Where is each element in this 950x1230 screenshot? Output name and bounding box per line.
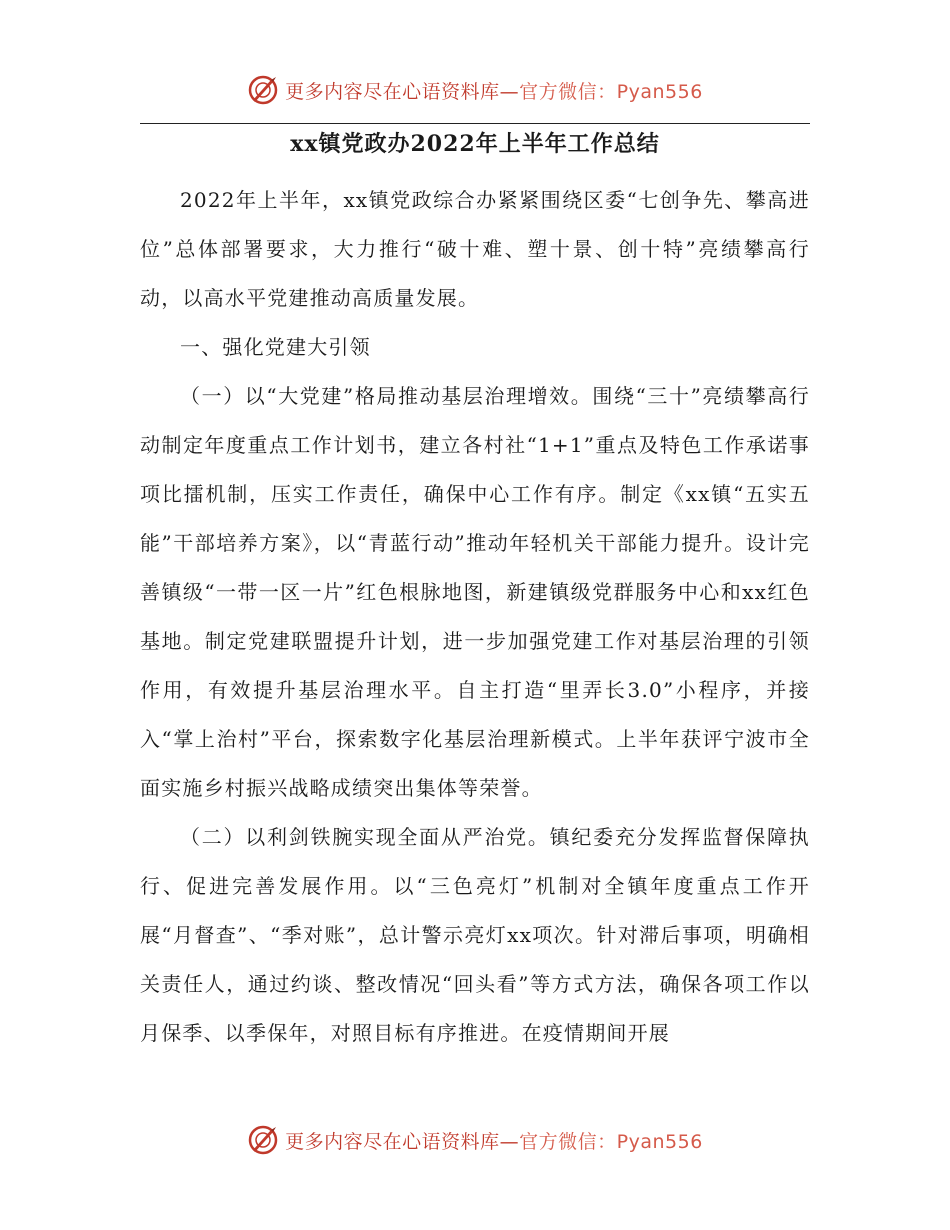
section-heading-1: 一、强化党建大引领 [180, 335, 371, 359]
header-divider [140, 123, 810, 124]
footer-watermark-banner [0, 1120, 950, 1160]
paragraph-section-1-1: （一）以“大党建”格局推动基层治理增效。围绕“三十”亮绩攀高行动制定年度重点工作计划书，建立各村社“1+1”重点及特色工作承诺事项比擂机制，压实工作责任，确保中心工作有序。制定《xx镇“五实五能”干部培养方案》，以“青蓝行动”推动年轻机关干部能力提升。设计完善镇级“一带一区一片”红色根脉地图，新建镇级党群服务中心和xx红色基地。制定党建联盟提升计划，进一步加强党建工作对基层治理的引领作用，有效提升基层治理水平。自主打造“里弄长3.0”小程序，并接入“掌上治村”平台，探索数字化基层治理新模式。上半年获评宁波市全面实施乡村振兴战略成绩突出集体等荣誉。 [140, 384, 810, 800]
paragraph-intro: 2022年上半年，xx镇党政综合办紧紧围绕区委“七创争先、攀高进位”总体部署要求，大力推行“破十难、塑十景、创十特”亮绩攀高行动，以高水平党建推动高质量发展。 [140, 188, 810, 310]
footer-watermark-text: 更多内容尽在心语资料库—官方微信：Pyan556 [285, 1130, 703, 1153]
document-title: xx镇党政办2022年上半年工作总结 [290, 131, 660, 157]
header-watermark-text: 更多内容尽在心语资料库—官方微信：Pyan556 [285, 80, 703, 103]
document-body [140, 176, 810, 1058]
quill-logo-icon [247, 1124, 279, 1156]
paragraph-section-1-2: （二）以利剑铁腕实现全面从严治党。镇纪委充分发挥监督保障执行、促进完善发展作用。以“三色亮灯”机制对全镇年度重点工作开展“月督查”、“季对账”，总计警示亮灯xx项次。针对滞后事项，明确相关责任人，通过约谈、整改情况“回头看”等方式方法，确保各项工作以月保季、以季保年，对照目标有序推进。在疫情期间开展 [140, 825, 810, 1045]
quill-logo-icon [247, 74, 279, 106]
header-watermark-banner [0, 70, 950, 110]
